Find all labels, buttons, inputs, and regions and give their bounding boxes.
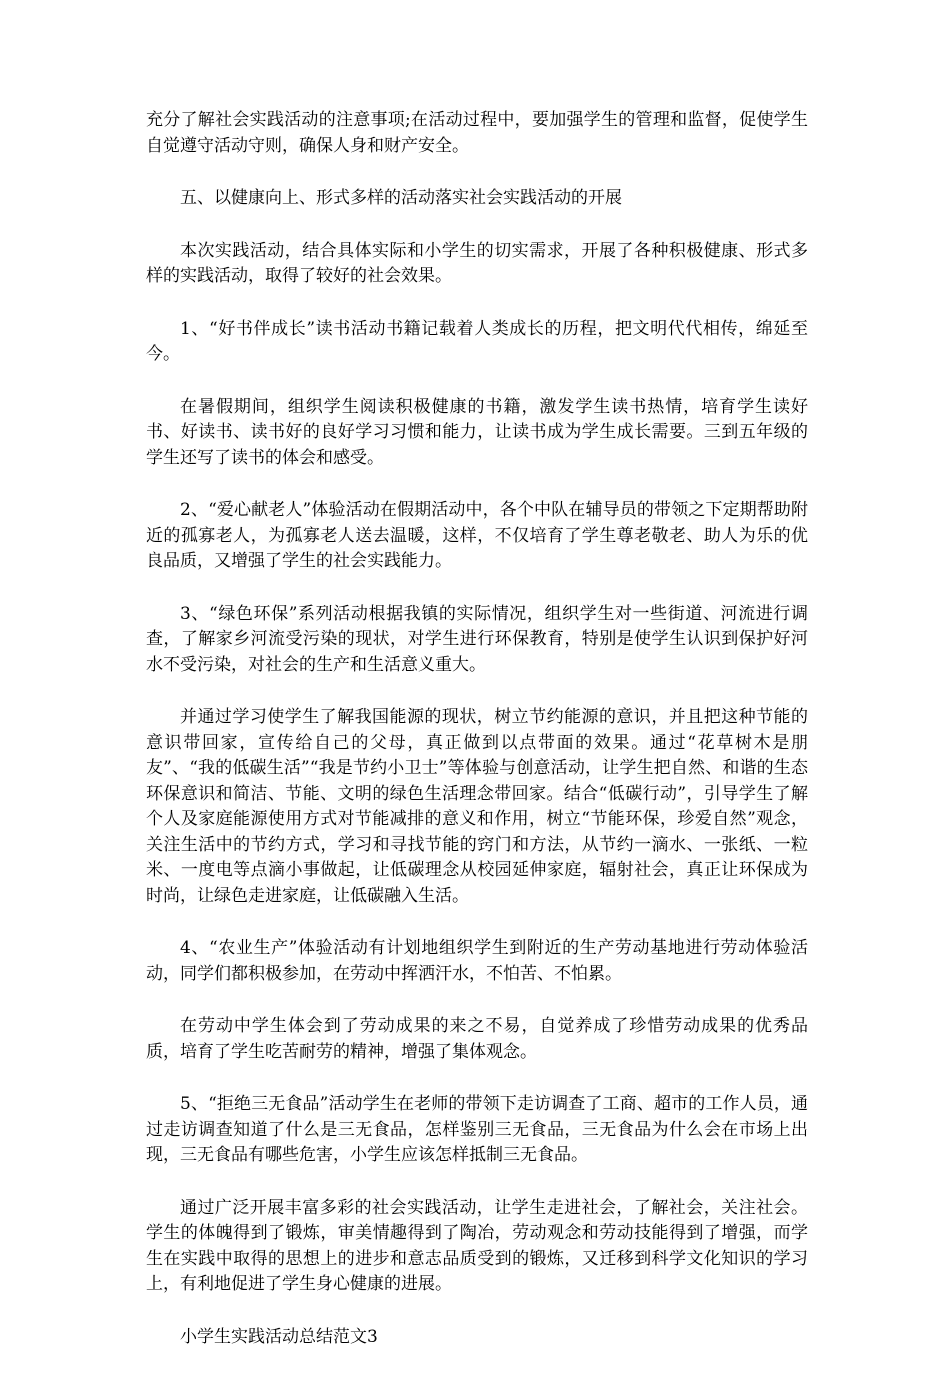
paragraph-summary: 通过广泛开展丰富多彩的社会实践活动，让学生走进社会，了解社会，关注社会。学生的体魄得到了锻炼，审美情趣得到了陶冶，劳动观念和劳动技能得到了增强，而学生在实践中取得的思想上的进步和意志品质受到的锻炼，又迁移到科学文化知识的学习上，有利地促进了学生身心健康的进展。 bbox=[146, 1197, 808, 1294]
section-title-sample-3: 小学生实践活动总结范文3 bbox=[180, 1326, 378, 1347]
paragraph-reading: 在暑假期间，组织学生阅读积极健康的书籍，激发学生读书热情，培育学生读好书、好读书、读书好的良好学习习惯和能力，让读书成为学生成长需要。三到五年级的学生还写了读书的体会和感受。 bbox=[146, 396, 808, 468]
paragraph-item-2: 2、“爱心献老人”体验活动在假期活动中，各个中队在辅导员的带领之下定期帮助附近的孤寡老人，为孤寡老人送去温暖，这样，不仅培育了学生尊老敬老、助人为乐的优良品质，又增强了学生的社会实践能力。 bbox=[146, 500, 808, 571]
document-body bbox=[146, 108, 808, 1377]
paragraph-intro: 本次实践活动，结合具体实际和小学生的切实需求，开展了各种积极健康、形式多样的实践活动，取得了较好的社会效果。 bbox=[146, 240, 808, 286]
paragraph-item-3: 3、“绿色环保”系列活动根据我镇的实际情况，组织学生对一些街道、河流进行调查，了解家乡河流受污染的现状，对学生进行环保教育，特别是使学生认识到保护好河水不受污染，对社会的生产和生活意义重大。 bbox=[146, 603, 808, 675]
section-heading-five: 五、以健康向上、形式多样的活动落实社会实践活动的开展 bbox=[180, 188, 622, 208]
paragraph-item-5: 5、“拒绝三无食品”活动学生在老师的带领下走访调查了工商、超市的工作人员，通过走访调查知道了什么是三无食品，怎样鉴别三无食品，三无食品为什么会在市场上出现，三无食品有哪些危害，小学生应该怎样抵制三无食品。 bbox=[146, 1094, 808, 1165]
paragraph-energy: 并通过学习使学生了解我国能源的现状，树立节约能源的意识，并且把这种节能的意识带回家，宣传给自己的父母，真正做到以点带面的效果。通过“花草树木是朋友”、“我的低碳生活”“我是节约小卫士”等体验与创意活动，让学生把自然、和谐的生态环保意识和简洁、节能、文明的绿色生活理念带回家。结合“低碳行动”，引导学生了解个人及家庭能源使用方式对节能减排的意义和作用，树立“节能环保，珍爱自然”观念，关注生活中的节约方式，学习和寻找节能的窍门和方法，从节约一滴水、一张纸、一粒米、一度电等点滴小事做起，让低碳理念从校园延伸家庭，辐射社会，真正让环保成为时尚，让绿色走进家庭，让低碳融入生活。 bbox=[146, 707, 808, 906]
paragraph-item-1: 1、“好书伴成长”读书活动书籍记载着人类成长的历程，把文明代代相传，绵延至今。 bbox=[146, 318, 808, 364]
paragraph-item-4: 4、“农业生产”体验活动有计划地组织学生到附近的生产劳动基地进行劳动体验活动，同学们都积极参加，在劳动中挥洒汗水，不怕苦、不怕累。 bbox=[146, 938, 808, 984]
paragraph-labor: 在劳动中学生体会到了劳动成果的来之不易，自觉养成了珍惜劳动成果的优秀品质，培育了学生吃苦耐劳的精神，增强了集体观念。 bbox=[146, 1016, 808, 1062]
paragraph-continuation: 充分了解社会实践活动的注意事项;在活动过程中，要加强学生的管理和监督，促使学生自觉遵守活动守则，确保人身和财产安全。 bbox=[146, 110, 808, 156]
